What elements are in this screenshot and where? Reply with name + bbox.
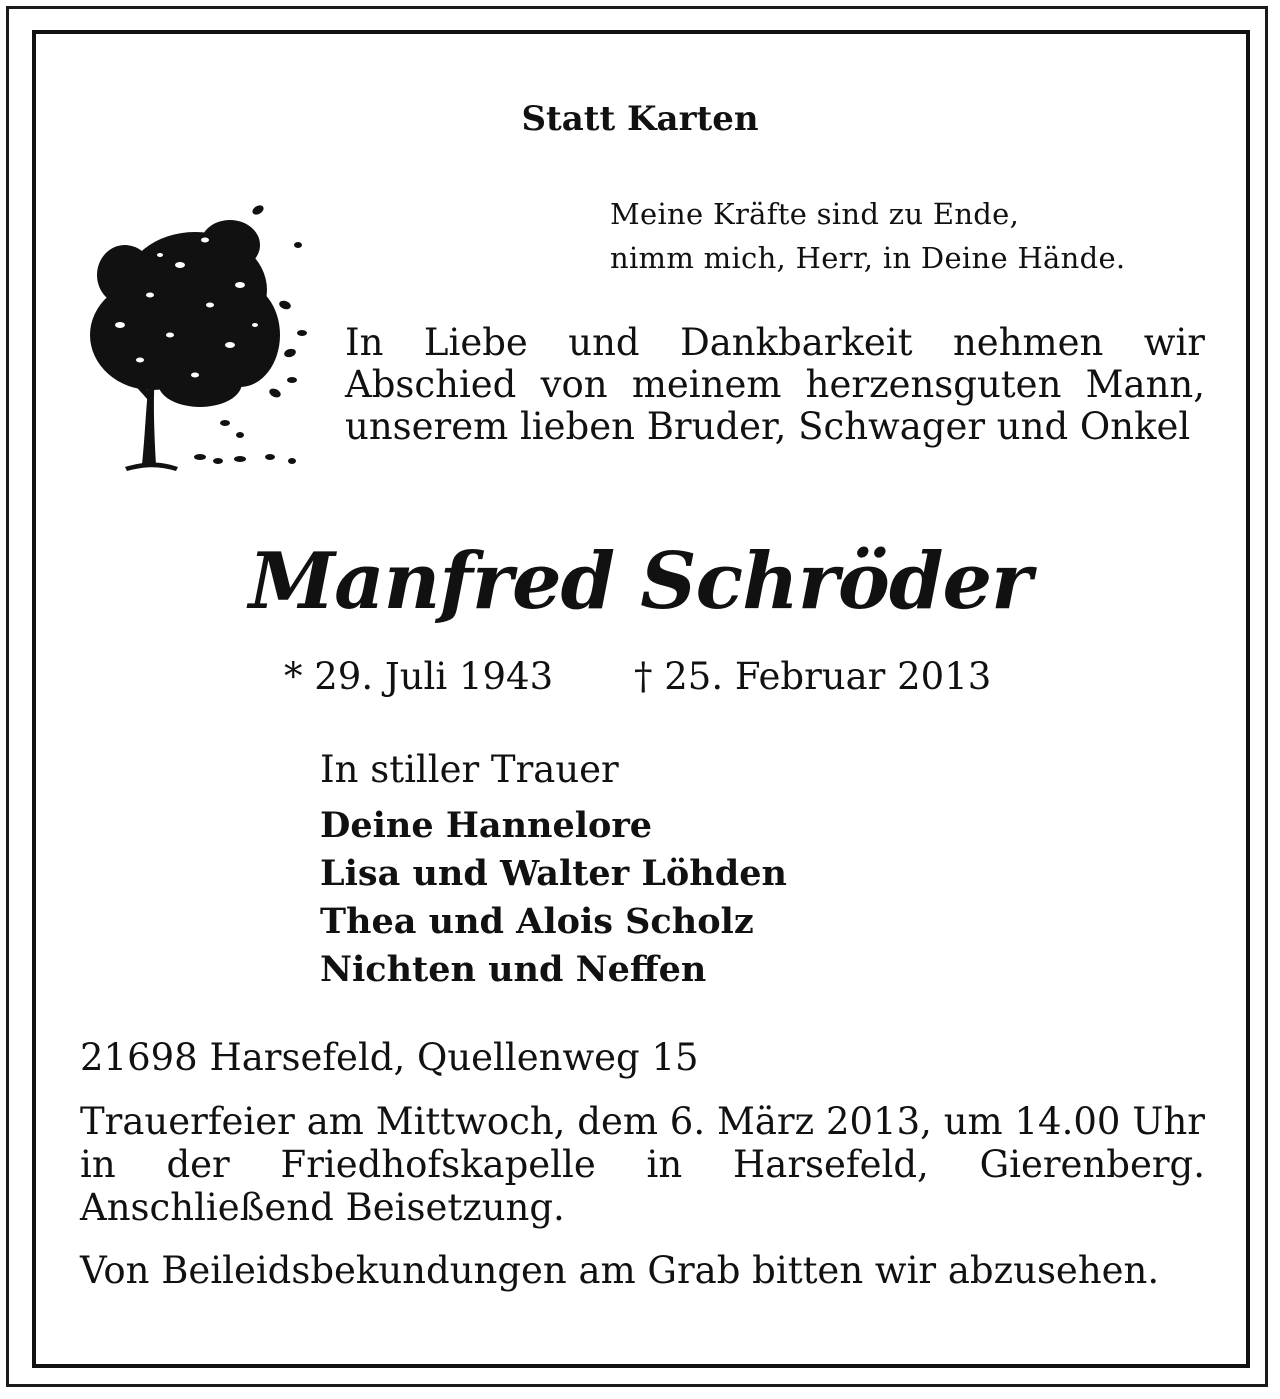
- verse-line: nimm mich, Herr, in Deine Hände.: [610, 241, 1126, 275]
- mourner-name: Deine Hannelore: [320, 805, 653, 846]
- mourner-list: [320, 802, 787, 994]
- verse: [610, 192, 1230, 280]
- address: 21698 Harsefeld, Quellenweg 15: [80, 1036, 699, 1079]
- notice-headline: Statt Karten: [521, 99, 759, 139]
- mourner-name: Thea und Alois Scholz: [320, 901, 754, 942]
- farewell-text: In Liebe und Dankbarkeit nehmen wir Abschied von meinem herzensguten Mann, unserem lieben Bruder, Schwager und Onkel: [345, 321, 1205, 448]
- mourning-intro: In stiller Trauer: [320, 748, 619, 791]
- birth-date: * 29. Juli 1943: [284, 655, 554, 698]
- mourner-name: Nichten und Neffen: [320, 949, 707, 990]
- mourner-name: Lisa und Walter Löhden: [320, 853, 787, 894]
- condolence-request: Von Beileidsbekundungen am Grab bitten wir abzusehen.: [80, 1249, 1160, 1292]
- deceased-name: Manfred Schröder: [248, 536, 1032, 627]
- verse-line: Meine Kräfte sind zu Ende,: [610, 197, 1020, 231]
- service-details: Trauerfeier am Mittwoch, dem 6. März 2013, um 14.00 Uhr in der Friedhofskapelle in Harsefeld, Gierenberg. Anschließend Beisetzung.: [80, 1100, 1205, 1229]
- windblown-tree-icon: [80, 195, 320, 480]
- death-date: † 25. Februar 2013: [634, 655, 992, 698]
